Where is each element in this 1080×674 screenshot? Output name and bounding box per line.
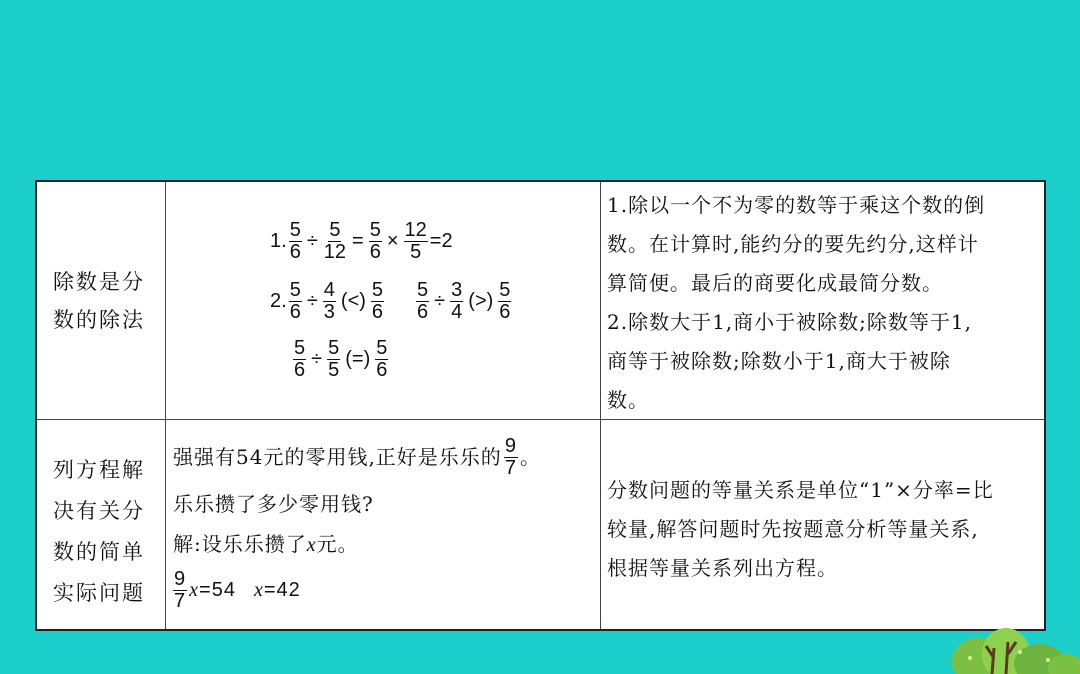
- row1-topic: [37, 263, 165, 339]
- row2-topic-line: 列方程解: [53, 458, 145, 482]
- note-line: 数。: [607, 388, 649, 412]
- row2-notes: [607, 471, 1045, 588]
- equation-line: [173, 563, 598, 617]
- solution-line: 解:设乐乐攒了x元。: [173, 532, 359, 556]
- fraction: $\frac{5}{6}$: [376, 336, 388, 381]
- divide-sign: ÷: [311, 347, 323, 370]
- row2-topic-line: 实际问题: [53, 581, 145, 605]
- row1-topic-line: 除数是分: [53, 270, 145, 294]
- equals-sign: =: [352, 229, 364, 252]
- fraction: $\frac{3}{4}$: [451, 278, 463, 323]
- row2-problem: [173, 432, 598, 617]
- row1-formulas: [166, 218, 600, 384]
- row2-topic-line: 决有关分: [53, 499, 145, 523]
- problem-line: [173, 432, 598, 482]
- comparison-sign: (>): [468, 289, 494, 312]
- problem-text: 。: [519, 444, 541, 469]
- formula-prefix: 1.: [270, 229, 287, 252]
- comparison-sign: (<): [340, 289, 366, 312]
- fraction: $\frac{4}{3}$: [323, 278, 335, 323]
- fraction: $\frac{5}{6}$: [294, 336, 306, 381]
- note-line: 2.除数大于1,商小于被除数;除数等于1,: [607, 310, 972, 334]
- content-table: [35, 180, 1046, 631]
- note-line: 算简便。最后的商要化成最简分数。: [607, 271, 943, 295]
- answer-variable: x: [253, 578, 264, 601]
- answer-value: =42: [263, 578, 301, 601]
- formula-line-3: [166, 334, 600, 384]
- fraction: $\frac{5}{6}$: [289, 218, 301, 263]
- fraction: $\frac{5}{6}$: [289, 278, 301, 323]
- problem-text: 强强有54元的零用钱,正好是乐乐的: [173, 444, 502, 469]
- divide-sign: ÷: [306, 289, 318, 312]
- fraction: $\frac{9}{7}$: [174, 567, 187, 612]
- column-divider: [600, 182, 601, 629]
- fraction: $\frac{5}{6}$: [371, 278, 384, 323]
- comparison-sign: (=): [345, 347, 371, 370]
- note-line: 数。在计算时,能约分的要先约分,这样计: [607, 232, 979, 256]
- equation-variable: x: [189, 578, 200, 601]
- fraction: $\frac{5}{5}$: [328, 336, 340, 381]
- divide-sign: ÷: [434, 289, 446, 312]
- divide-sign: ÷: [306, 229, 318, 252]
- row1-notes: [607, 186, 1045, 420]
- fraction: $\frac{5}{6}$: [369, 218, 381, 263]
- fraction: $\frac{5}{6}$: [417, 278, 429, 323]
- times-sign: ×: [386, 229, 399, 252]
- formula-result: =2: [429, 229, 453, 252]
- row2-topic: [37, 450, 165, 614]
- formula-line-2: [166, 274, 600, 328]
- formula-prefix: 2.: [270, 289, 287, 312]
- row1-topic-line: 数的除法: [53, 308, 145, 332]
- note-line: 分数问题的等量关系是单位“1”×分率=比: [607, 478, 994, 502]
- note-line: 根据等量关系列出方程。: [607, 556, 838, 580]
- note-line: 1.除以一个不为零的数等于乘这个数的倒: [607, 193, 986, 217]
- row2-topic-line: 数的简单: [53, 540, 145, 564]
- fraction: $\frac{9}{7}$: [504, 434, 517, 479]
- fraction: $\frac{5}{6}$: [499, 278, 511, 323]
- note-line: 较量,解答问题时先按题意分析等量关系,: [607, 517, 979, 541]
- equation-value: =54: [199, 578, 236, 601]
- tree-decoration-icon: [948, 628, 1080, 674]
- fraction: $\frac{12}{5}$: [404, 218, 427, 263]
- problem-line: 乐乐攒了多少零用钱?: [173, 492, 374, 516]
- formula-line-1: [166, 218, 600, 264]
- note-line: 商等于被除数;除数小于1,商大于被除: [607, 349, 951, 373]
- fraction: $\frac{5}{12}$: [323, 218, 347, 263]
